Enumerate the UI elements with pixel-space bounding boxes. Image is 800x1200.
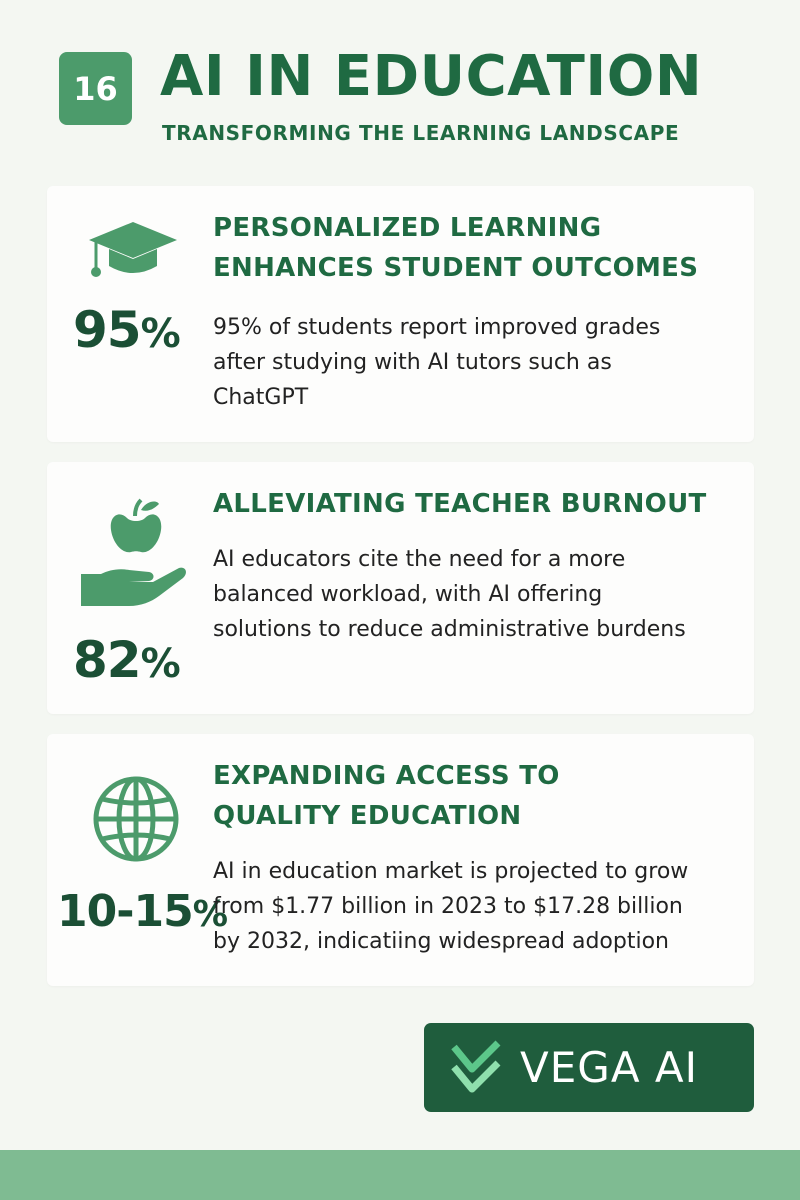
card-description: AI in education market is projected to grow from $1.77 billion in 2023 to $17.28 billion by 2032, indicatiing widespread adoption (213, 859, 689, 954)
footer-band (0, 1150, 800, 1200)
graduation-cap-icon (87, 216, 179, 284)
issue-number-badge: 16 (59, 52, 132, 125)
stat-value: 82% (73, 631, 180, 689)
stat-card-access-education (47, 734, 754, 986)
stat-value: 10-15% (57, 886, 227, 937)
card-description: AI educators cite the need for a more balanced workload, with AI offering solutions to reduce administrative burdens (213, 547, 686, 642)
card-description: 95% of students report improved grades after studying with AI tutors such as ChatGPT (213, 315, 661, 410)
card-heading: PERSONALIZED LEARNING ENHANCES STUDENT OUTCOMES (213, 213, 699, 283)
card-heading: ALLEVIATING TEACHER BURNOUT (213, 489, 707, 519)
hand-apple-icon (79, 496, 187, 616)
stat-value: 95% (73, 301, 180, 359)
stat-card-teacher-burnout (47, 462, 754, 714)
stat-card-personalized-learning (47, 186, 754, 442)
card-heading: EXPANDING ACCESS TO QUALITY EDUCATION (213, 761, 560, 831)
globe-icon (91, 774, 181, 864)
logo-text: VEGA AI (520, 1043, 699, 1092)
page-title: AI IN EDUCATION (160, 44, 703, 109)
double-chevron-check-icon (448, 1039, 504, 1095)
page-subtitle: TRANSFORMING THE LEARNING LANDSCAPE (162, 121, 680, 145)
vega-ai-logo (424, 1023, 754, 1112)
